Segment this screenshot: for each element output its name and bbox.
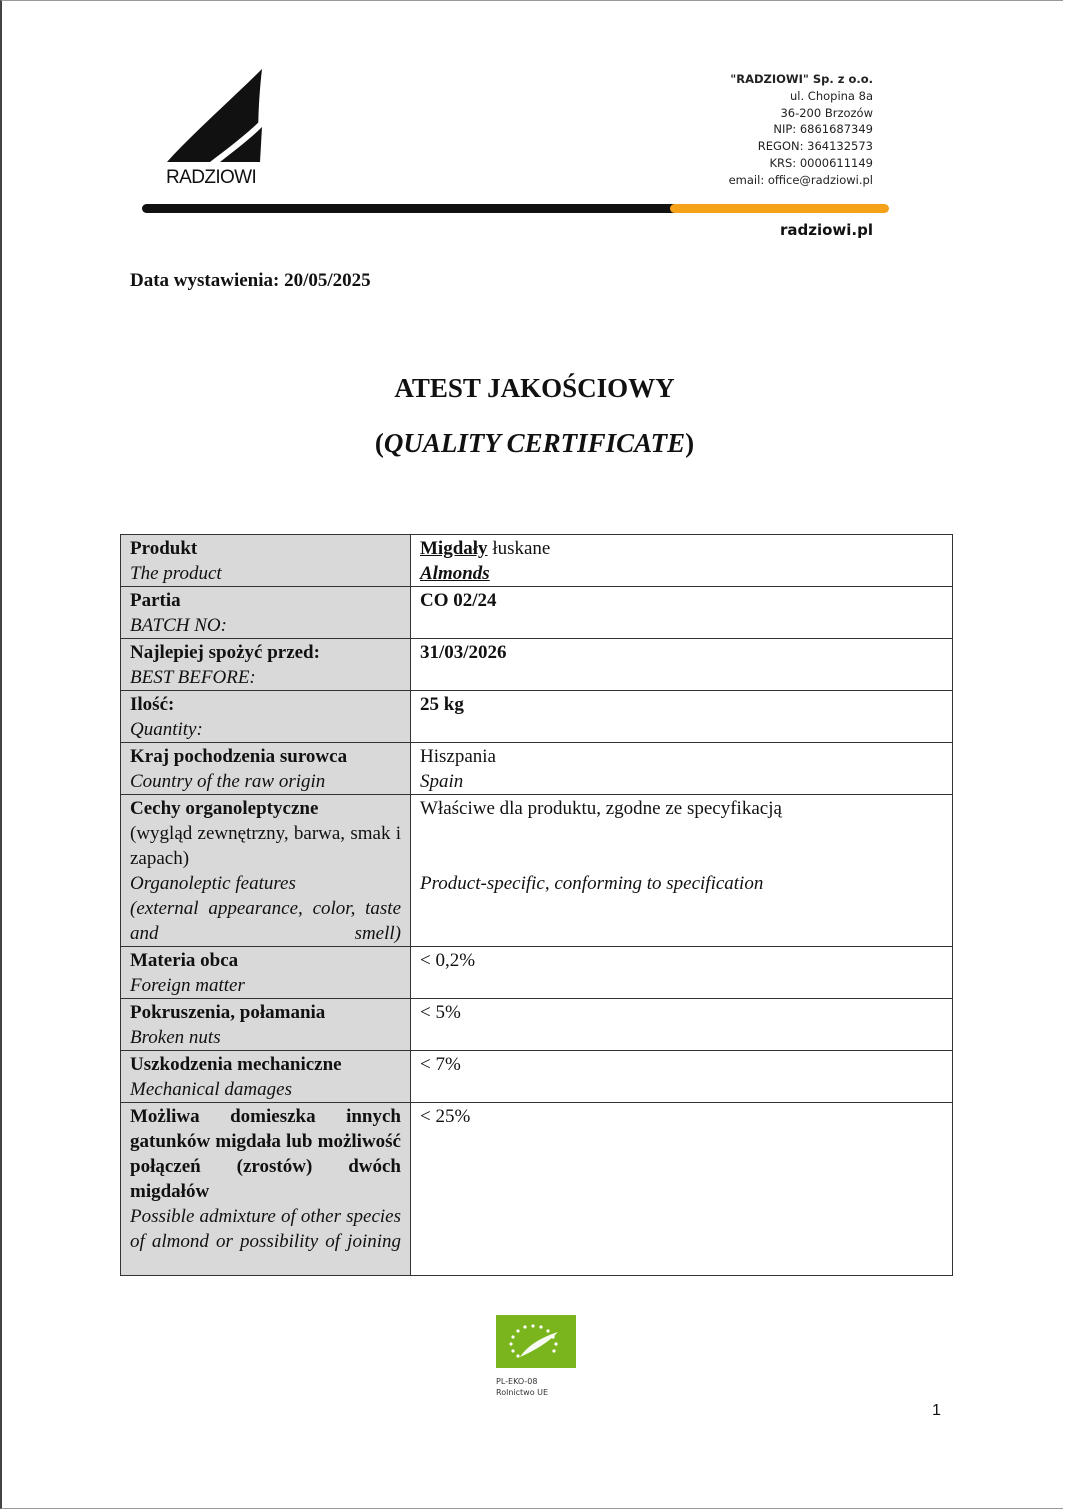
label-pl: Produkt [130,538,198,559]
issue-date: Data wystawienia: 20/05/2025 [130,270,371,291]
company-nip: NIP: 6861687349 [773,122,873,137]
eko-label: Rolnictwo UE [496,1388,549,1397]
label-en-note: (external appearance, color, taste and smell) [130,898,401,944]
company-name: "RADZIOWI" Sp. z o.o. [730,72,873,86]
header-rule-dark [142,204,678,213]
label-en: BATCH NO: [130,615,227,636]
company-city: 36-200 Brzozów [780,105,873,120]
company-email[interactable]: email: office@radziowi.pl [728,172,873,187]
label-en: Possible admixture of other species of almond or possibility of joining [130,1206,401,1252]
label-pl: Kraj pochodzenia surowca [130,746,348,767]
label-pl: Materia obca [130,950,239,971]
value-pl-bold: Migdały [420,538,488,559]
value-pl-rest: łuskane [487,538,551,559]
table-row [121,1103,953,1276]
table-row [121,1051,953,1103]
label-pl: Ilość: [130,694,175,715]
value-pl: Właściwe dla produktu, zgodne ze specyfikacją [420,798,782,819]
label-pl: Najlepiej spożyć przed: [130,642,320,663]
row-value [411,795,953,947]
row-value: < 25% [411,1103,953,1276]
label-pl: Cechy organoleptyczne [130,798,319,819]
label-en: Mechanical damages [130,1079,292,1100]
label-en: Country of the raw origin [130,771,326,792]
label-en: Broken nuts [130,1027,221,1048]
row-label [121,999,411,1051]
value-pl: Hiszpania [420,746,496,767]
sail-logo-icon [162,69,272,169]
page-number: 1 [932,1402,941,1419]
label-pl-note: (wygląd zewnętrzny, barwa, smak i zapach) [130,823,401,869]
table-row [121,947,953,999]
row-value [411,743,953,795]
table-row [121,535,953,587]
row-value: 31/03/2026 [411,639,953,691]
certificate-table [120,534,953,1276]
row-value: 25 kg [411,691,953,743]
row-label [121,1051,411,1103]
table-row [121,639,953,691]
eu-organic-logo [496,1315,576,1398]
row-label [121,639,411,691]
table-row [121,587,953,639]
company-krs: KRS: 0000611149 [769,155,873,170]
table-row [121,691,953,743]
label-en: Quantity: [130,719,203,740]
eu-organic-leaf-icon [496,1315,576,1368]
row-value [411,535,953,587]
company-website[interactable]: radziowi.pl [779,221,873,239]
value-pl [420,536,943,561]
company-regon: REGON: 364132573 [757,139,873,154]
label-en: BEST BEFORE: [130,667,256,688]
label-pl: Pokruszenia, połamania [130,1002,326,1023]
row-label-clip [130,1104,401,1275]
row-label [121,1103,411,1276]
row-value: CO 02/24 [411,587,953,639]
row-label [121,691,411,743]
row-value: < 0,2% [411,947,953,999]
label-en: Foreign matter [130,975,245,996]
document-title: ATEST JAKOŚCIOWY [394,373,675,403]
value-en: Spain [420,771,464,792]
row-value: < 5% [411,999,953,1051]
label-pl: Partia [130,590,181,611]
row-label [121,947,411,999]
label-pl: Uszkodzenia mechaniczne [130,1054,342,1075]
logo-wordmark: RADZIOWI [166,167,257,188]
row-value: < 7% [411,1051,953,1103]
row-label [121,795,411,947]
document-subtitle: (QUALITY CERTIFICATE) [374,428,695,458]
label-en: Organoleptic features [130,873,296,894]
eko-code: PL-EKO-08 [496,1377,538,1386]
company-info [729,71,873,189]
row-label [121,535,411,587]
row-label [121,587,411,639]
company-logo [162,69,272,191]
table-row [121,999,953,1051]
row-label [121,743,411,795]
table-row [121,743,953,795]
table-row [121,795,953,947]
value-en: Product-specific, conforming to specification [420,873,764,894]
header-rule-accent [670,204,889,213]
label-pl: Możliwa domieszka innych gatunków migdała lub możliwość połączeń (zrostów) dwóch migdałów [130,1106,401,1202]
label-en: The product [130,563,222,584]
company-street: ul. Chopina 8a [790,88,873,103]
value-en: Almonds [420,563,490,584]
